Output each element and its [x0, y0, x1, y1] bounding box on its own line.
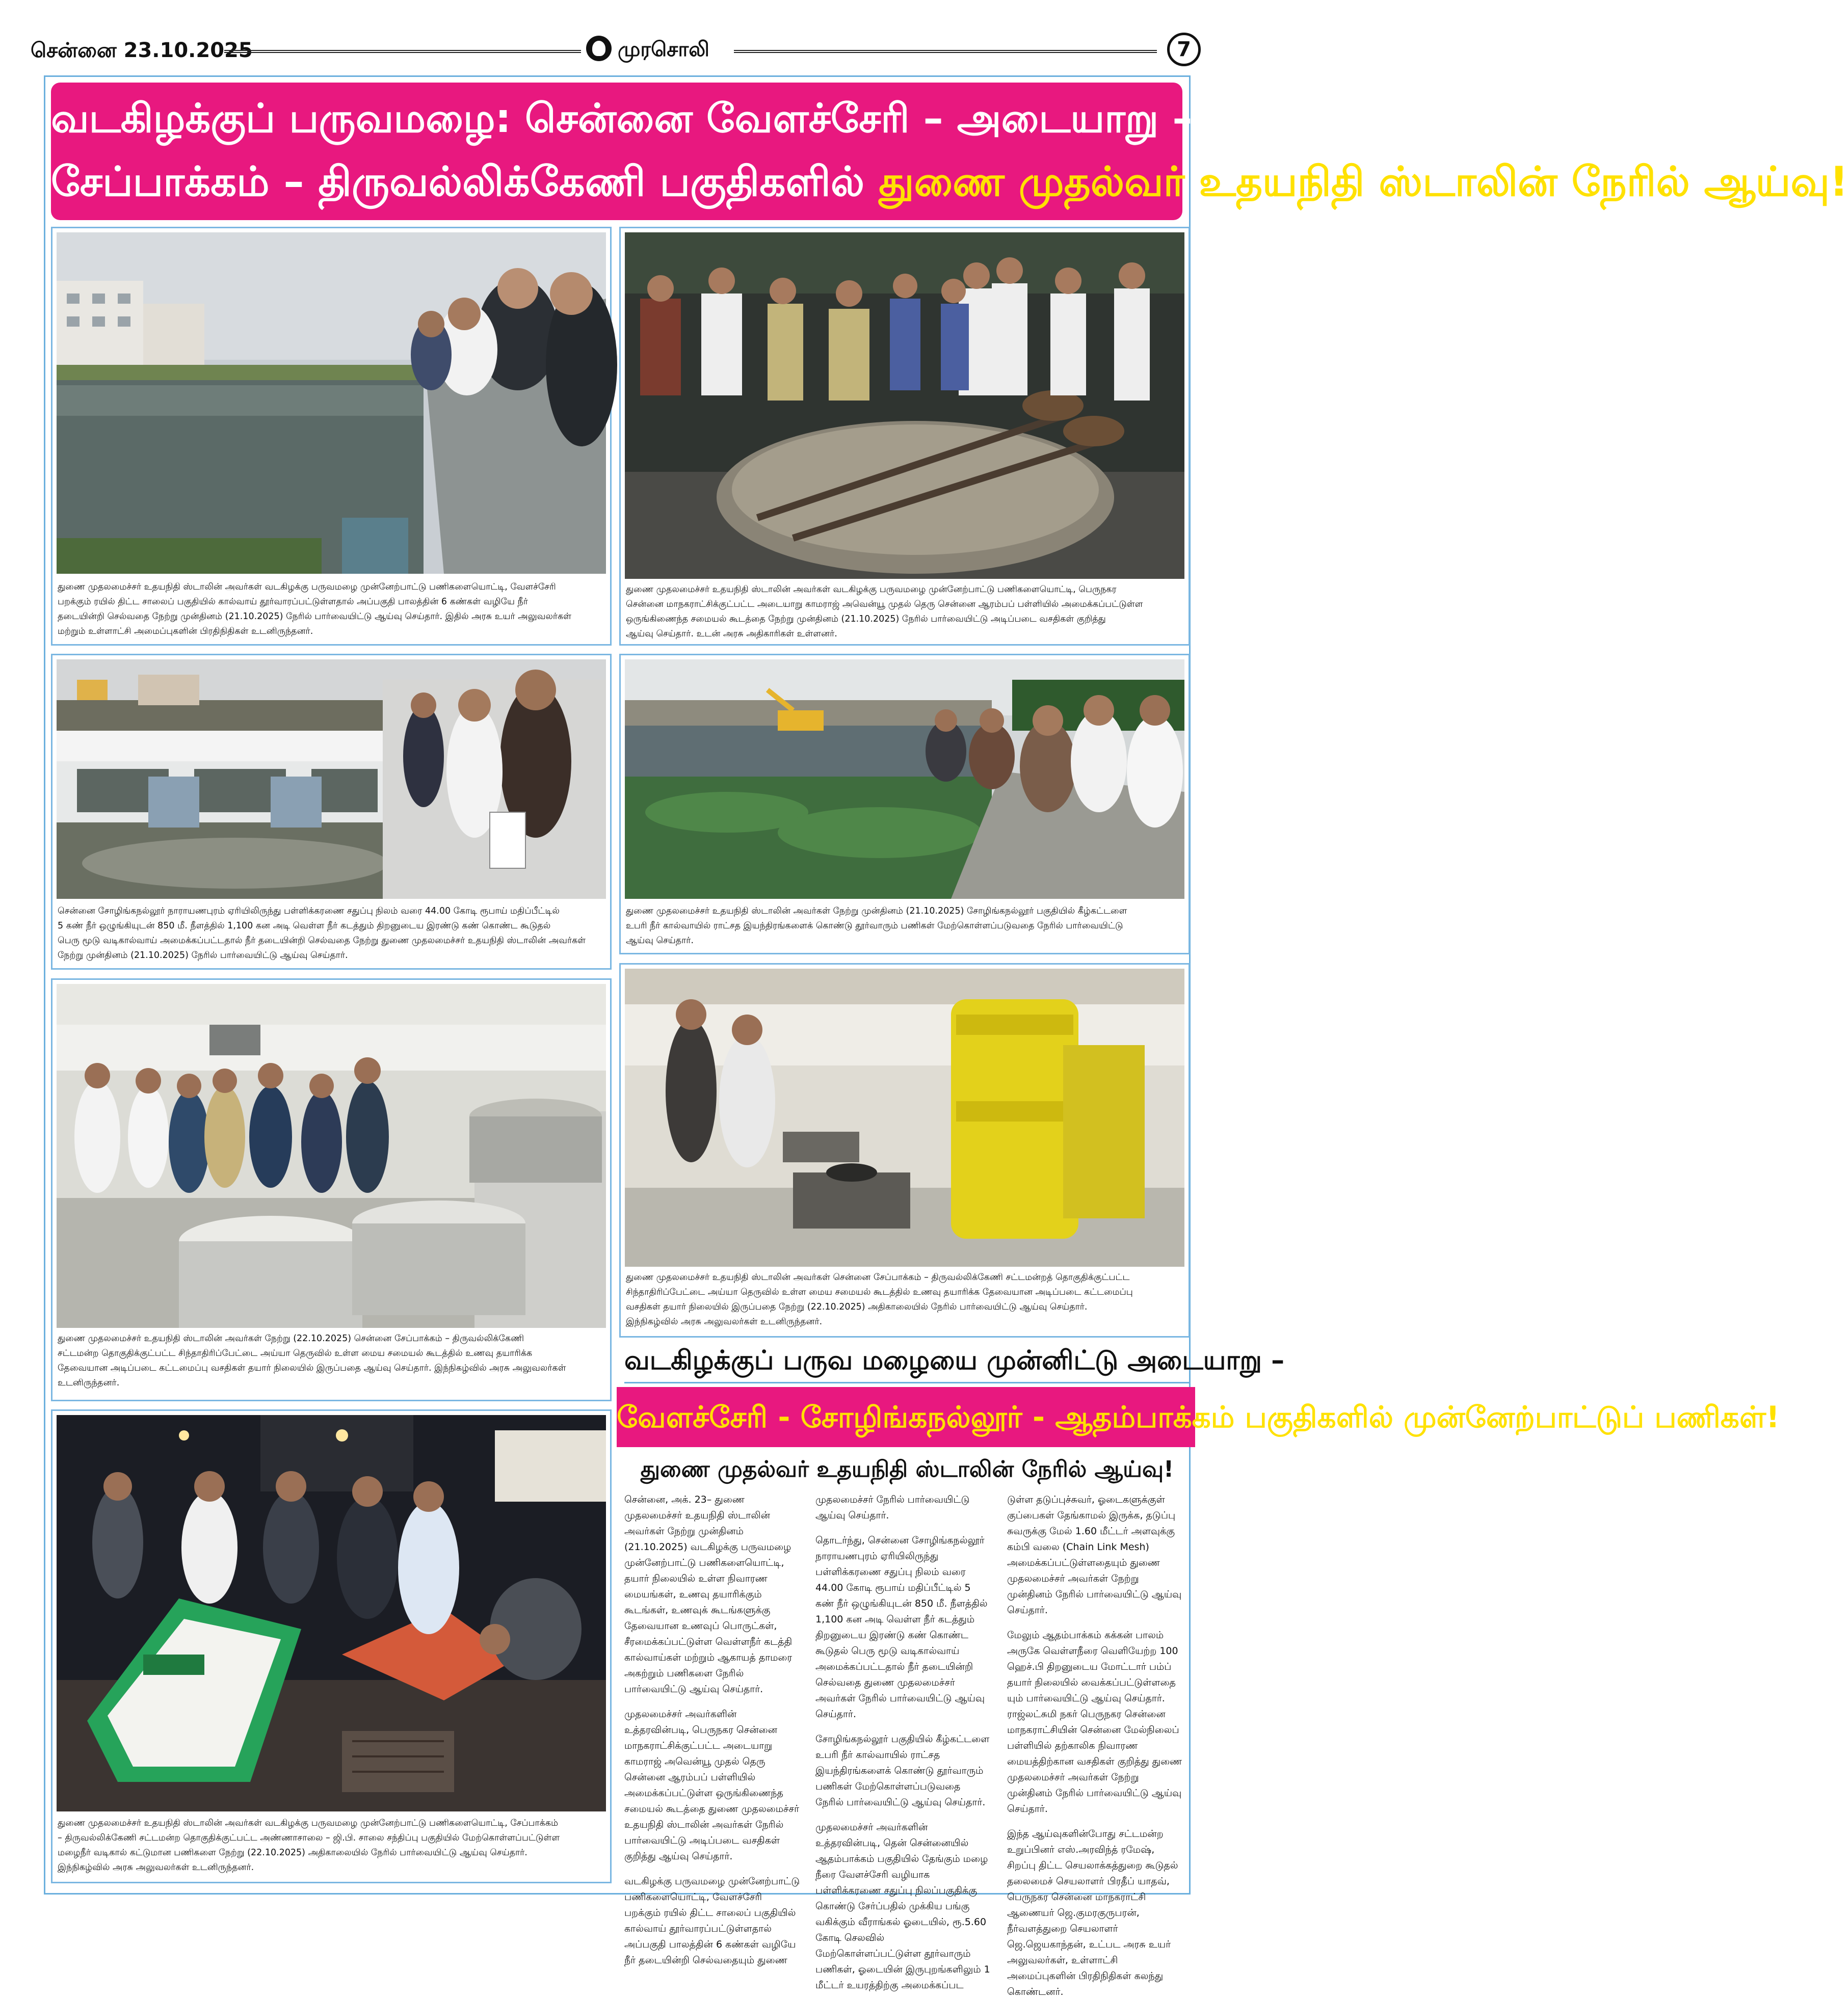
- photo-night-drain-work: [57, 1415, 606, 1811]
- article-paragraph: முதலமைச்சர் அவர்களின் உத்தரவின்படி, தென் சென்னையில் ஆதம்பாக்கம் பகுதியில் தேங்கும் மழை நீரை வேளச்சேரி வழியாக பள்ளிக்கரணை சதுப்பு நிலப்பகுதிக்கு கொண்டு சேர்ப்பதில் முக்கிய பங்கு வகிக்கும் வீராங்கல் ஓடையில், ரூ.5.60 கோடி செலவில் மேற்கொள்ளப்பட்டுள்ள தூர்வாரும் பணிகள், ஓடையின் இருபுறங்களிலும் 1 மீட்டர் உயரத்திற்கு அமைக்கப்பட: [815, 1822, 990, 1991]
- article-paragraph: தொடர்ந்து, சென்னை சோழிங்கநல்லூர் நாராயணபுரம் ஏரியிலிருந்து பள்ளிக்கரணை சதுப்பு நிலம் வரை 44.00 கோடி ரூபாய் மதிப்பீட்டில் 5 கண் நீர் ஒழுங்கியுடன் 850 மீ. நீளத்தில் 1,100 கன அடி வெள்ள நீர் கடத்தும் திறனுடைய இரண்டு கண் கொண்ட கூடுதல் பெரு மூடு வடிகால்வாய் அமைக்கப்பட்டதால் நீர் தடையின்றி செல்வதை துணை முதலமைச்சர் அவர்கள் நேரில் பார்வையிட்டு ஆய்வு செய்தார்.: [815, 1535, 988, 1720]
- masthead: [31, 36, 1198, 66]
- article-paragraph: டுள்ள தடுப்புச்சுவர், ஓடைகளுக்குள் குப்பைகள் தேங்காமல் இருக்க, தடுப்பு சுவருக்கு மேல் 1.60 மீட்டர் அளவுக்கு கம்பி வலை (Chain Link Mesh) அமைக்கப்பட்டுள்ளதையும் துணை முதலமைச்சர் அவர்கள் நேற்று முன்தினம் நேரில் பார்வையிட்டு ஆய்வு செய்தார்.: [1007, 1494, 1182, 1616]
- article-column-2: [815, 1492, 991, 1991]
- photo-box-7: [51, 1409, 612, 1883]
- caption-line: மழைநீர் வடிகால் கட்டுமான பணிகளை நேற்று (22.10.2025) அதிகாலையில் நேரில் பார்வையிட்டு ஆய்வு செய்தார்.: [58, 1848, 527, 1858]
- caption-line: துணை முதலமைச்சர் உதயநிதி ஸ்டாலின் அவர்கள் நேற்று (22.10.2025) சென்னை சேப்பாக்கம் – திருவல்லிக்கேணி: [58, 1334, 524, 1344]
- photo-6-caption: [626, 1270, 1186, 1329]
- article-subhead: துணை முதல்வர் உதயநிதி ஸ்டாலின் நேரில் ஆய்வு!: [640, 1456, 1174, 1482]
- caption-line: ஆய்வு செய்தார்.: [626, 936, 694, 946]
- banner-line-2-white: சேப்பாக்கம் – திருவல்லிக்கேணி பகுதிகளில்: [51, 158, 865, 205]
- article-column-3: [1007, 1492, 1183, 1997]
- caption-line: தடையின்றி செல்வதை நேற்று முன்தினம் (21.10.2025) நேரில் பார்வையிட்டு ஆய்வு செய்தார். இதில் அரசு உயர் அலுவலர்கள்: [58, 611, 572, 622]
- paper-logo-icon: [586, 36, 612, 61]
- article-paragraph: முதலமைச்சர் அவர்களின் உத்தரவின்படி, பெருநகர சென்னை மாநகராட்சிக்குட்பட்ட அடையாறு காமராஜ் அவென்யூ முதல் தெரு சென்னை ஆரம்பப் பள்ளியில் அமைக்கப்பட்டுள்ள ஒருங்கிணைந்த சமையல் கூடத்தை துணை முதலமைச்சர் உதயநிதி ஸ்டாலின் அவர்கள் நேரில் பார்வையிட்டு அடிப்படை வசதிகள் குறித்து ஆய்வு செய்தார்.: [624, 1709, 799, 1862]
- photo-2-caption: [626, 582, 1186, 642]
- article-paragraph: சென்னை, அக். 23– துணை முதலமைச்சர் உதயநிதி ஸ்டாலின் அவர்கள் நேற்று முன்தினம் (21.10.2025) வடகிழக்கு பருவமழை முன்னேற்பாட்டு பணிகளையொட்டி, தயார் நிலையில் உள்ள நிவாரண மையங்கள், உணவு தயாரிக்கும் கூடங்கள், உணவுக் கூடங்களுக்கு தேவையான உணவுப் பொருட்கள், சீரமைக்கப்பட்டுள்ள வெள்ளநீர் கடத்தி கால்வாய்கள் மற்றும் ஆகாயத் தாமரை அகற்றும் பணிகளை நேரில் பார்வையிட்டு ஆய்வு செய்தார்.: [624, 1494, 793, 1695]
- photo-1-caption: [58, 580, 608, 639]
- caption-line: உடனிருந்தனர்.: [58, 1378, 120, 1388]
- caption-line: துணை முதலமைச்சர் உதயநிதி ஸ்டாலின் அவர்கள் வடகிழக்கு பருவமழை முன்னேற்பாட்டு பணிகளையொட்டி, வேளச்சேரி: [58, 582, 556, 592]
- photo-surplus-canal: [625, 659, 1184, 899]
- article-paragraph: மேலும் ஆதம்பாக்கம் கக்கன் பாலம் அருகே வெள்ளநீரை வெளியேற்ற 100 ஹெச்.பி திறனுடைய மோட்டார் பம்ப் தயார் நிலையில் வைக்கப்பட்டுள்ளதை யும் பார்வையிட்டு ஆய்வு செய்தார். ராஜ்லட்சுமி நகர் பெருநகர சென்னை மாநகராட்சியின் சென்னை மேல்நிலைப் பள்ளியில் தற்காலிக நிவாரண மையத்திற்கான வசதிகள் குறித்து துணை முதலமைச்சர் அவர்கள் நேற்று முன்தினம் நேரில் பார்வையிட்டு ஆய்வு செய்தார்.: [1007, 1630, 1182, 1815]
- caption-line: 5 கண் நீர் ஒழுங்கியுடன் 850 மீ. நீளத்தில் 1,100 கன அடி வெள்ள நீர் கடத்தும் திறனுடைய இரண்டு கண் கொண்ட கூடுதல்: [58, 921, 551, 931]
- article-paragraph: முதலமைச்சர் நேரில் பார்வையிட்டு ஆய்வு செய்தார்.: [815, 1494, 970, 1521]
- caption-line: சென்னை மாநகராட்சிக்குட்பட்ட அடையாறு காமராஜ் அவென்யூ முதல் தெரு சென்னை ஆரம்பப் பள்ளியில் அமைக்கப்பட்டுள்ள: [626, 599, 1143, 609]
- caption-line: சட்டமன்ற தொகுதிக்குட்பட்ட சிந்தாதிரிப்பேட்டை அய்யா தெருவில் உள்ள மைய சமையல் கூடத்தில் உணவு தயாரிக்க: [58, 1348, 533, 1358]
- caption-line: – திருவல்லிக்கேணி சட்டமன்ற தொகுதிக்குட்பட்ட அண்ணாசாலை – ஜி.பி. சாலை சந்திப்பு பகுதியில் மேற்கொள்ளப்பட்டுள்ள: [58, 1833, 560, 1843]
- caption-line: துணை முதலமைச்சர் உதயநிதி ஸ்டாலின் அவர்கள் நேற்று முன்தினம் (21.10.2025) சோழிங்கநல்லூர் பகுதியில் கீழ்கட்டளை: [626, 906, 1127, 916]
- page-number: 7: [1167, 33, 1201, 66]
- paper-name: முரசொலி: [618, 38, 709, 61]
- caption-line: பெரு மூடு வடிகால்வாய் அமைக்கப்பட்டதால் நீர் தடையின்றி செல்வதை நேற்று துணை முதலமைச்சர் உதயநிதி ஸ்டாலின் அவர்கள்: [58, 936, 586, 946]
- photo-box-3: [51, 654, 612, 970]
- caption-line: நேற்று முன்தினம் (21.10.2025) நேரில் பார்வையிட்டு ஆய்வு செய்தார்.: [58, 950, 348, 961]
- photo-3-caption: [58, 904, 608, 963]
- photo-4-caption: [626, 904, 1186, 948]
- banner-line-2-yellow: துணை முதல்வர் உதயநிதி ஸ்டாலின் நேரில் ஆய்வு!: [879, 158, 1848, 205]
- photo-canal-inspection: [57, 232, 606, 574]
- photo-5-caption: [58, 1331, 608, 1391]
- caption-line: இந்நிகழ்வில் அரசு அலுவலர்கள் உடனிருந்தனர்.: [58, 1862, 254, 1873]
- caption-line: இந்நிகழ்வில் அரசு அலுவலர்கள் உடனிருந்தனர்.: [626, 1317, 823, 1327]
- caption-line: தேவையான அடிப்படை கட்டமைப்பு வசதிகள் தயார் நிலையில் இருப்பதை ஆய்வு செய்தார். இந்நிகழ்வில் அரசு அலுவலர்கள்: [58, 1363, 566, 1373]
- photo-7-caption: [58, 1816, 608, 1875]
- photo-kitchen-boiler: [625, 969, 1184, 1267]
- banner-line-1: வடகிழக்குப் பருவமழை: சென்னை வேளச்சேரி – அடையாறு – பள்ளிக்கரணை – ஆதம்பாக்கம் –: [51, 96, 1798, 142]
- caption-line: சிந்தாதிரிப்பேட்டை அய்யா தெருவில் உள்ள மைய சமையல் கூடத்தில் உணவு தயாரிக்க தேவையான அடிப்படை கட்டமைப்பு: [626, 1287, 1133, 1297]
- photo-box-6: [619, 963, 1190, 1338]
- photo-box-1: [51, 227, 612, 646]
- photo-box-4: [619, 654, 1190, 954]
- caption-line: பறக்கும் ரயில் திட்ட சாலைப் பகுதியில் கால்வாய் தூர்வாரப்பட்டுள்ளதால் அப்பகுதி பாலத்தின் 6 கண்கள் வழியே நீர்: [58, 597, 528, 607]
- article-paragraph: இந்த ஆய்வுகளின்போது சட்டமன்ற உறுப்பினர் எஸ்.அரவிந்த் ரமேஷ், சிறப்பு திட்ட செயலாக்கத்துறை கூடுதல் தலைமைச் செயலாளர் பிரதீப் யாதவ், பெருநகர சென்னை மாநகராட்சி ஆணையர் ஜெ.குமரகுருபரன், நீர்வளத்துறை செயலாளர் ஜெ.ஜெயகாந்தன், உட்பட அரசு உயர் அலுவலர்கள், உள்ளாட்சி அமைப்புகளின் பிரதிநிதிகள் கலந்து கொண்டனர்.: [1007, 1828, 1178, 1997]
- caption-line: ஆய்வு செய்தார். உடன் அரசு அதிகாரிகள் உள்ளனர்.: [626, 629, 837, 639]
- caption-line: துணை முதலமைச்சர் உதயநிதி ஸ்டாலின் அவர்கள் வடகிழக்கு பருவமழை முன்னேற்பாட்டு பணிகளையொட்டி, பெருநகர: [626, 584, 1117, 595]
- article-paragraph: சோழிங்கநல்லூர் பகுதியில் கீழ்கட்டளை உபரி நீர் கால்வாயில் ராட்சத இயந்திரங்களைக் கொண்டு தூர்வாரும் பணிகள் மேற்கொள்ளப்படுவதை நேரில் பார்வையிட்டு ஆய்வு செய்தார்.: [815, 1734, 990, 1808]
- caption-line: மற்றும் உள்ளாட்சி அமைப்புகளின் பிரதிநிதிகள் உடனிருந்தனர்.: [58, 626, 313, 636]
- photo-central-kitchen: [57, 984, 606, 1328]
- article-headline: வேளச்சேரி - சோழிங்கநல்லூர் - ஆதம்பாக்கம் பகுதிகளில் முன்னேற்பாட்டுப் பணிகள்!: [617, 1387, 1195, 1447]
- photo-box-5: [51, 978, 612, 1401]
- article-paragraph: வடகிழக்கு பருவமழை முன்னேற்பாட்டு பணிகளையொட்டி, வேளச்சேரி பறக்கும் ரயில் திட்ட சாலைப் பகுதியில் கால்வாய் தூர்வாரப்பட்டுள்ளதால் அப்பகுதி பாலத்தின் 6 கண்கள் வழியே நீர் தடையின்றி செல்வதையும் துணை: [624, 1876, 800, 1966]
- caption-line: ஒருங்கிணைந்த சமையல் கூடத்தை நேற்று முன்தினம் (21.10.2025) நேரில் பார்வையிட்டு அடிப்படை வசதிகள் குறித்து: [626, 614, 1106, 624]
- article-divider: [624, 1382, 1190, 1383]
- caption-line: சென்னை சோழிங்கநல்லூர் நாராயணபுரம் ஏரியிலிருந்து பள்ளிக்கரணை சதுப்பு நிலம் வரை 44.00 கோடி ரூபாய் மதிப்பீட்டில்: [58, 906, 560, 916]
- caption-line: உபரி நீர் கால்வாயில் ராட்சத இயந்திரங்களைக் கொண்டு தூர்வாரும் பணிகள் மேற்கொள்ளப்படுவதை நேரில் பார்வையிட்டு: [626, 921, 1123, 931]
- caption-line: வசதிகள் தயார் நிலையில் இருப்பதை நேற்று (22.10.2025) அதிகாலையில் நேரில் பார்வையிட்டு ஆய்வு செய்தார்.: [626, 1302, 1088, 1312]
- photo-kitchen-vessel: [625, 232, 1184, 579]
- edition-date: சென்னை 23.10.2025: [31, 39, 253, 62]
- caption-line: துணை முதலமைச்சர் உதயநிதி ஸ்டாலின் அவர்கள் சென்னை சேப்பாக்கம் – திருவல்லிக்கேணி சட்டமன்றத் தொகுதிக்குட்பட்ட: [626, 1272, 1130, 1283]
- article-column-1: [624, 1492, 800, 1966]
- photo-flood-regulator: [57, 659, 606, 899]
- banner-headline: [51, 83, 1848, 220]
- photo-box-2: [619, 227, 1190, 646]
- article-kicker: வடகிழக்குப் பருவ மழையை முன்னிட்டு அடையாறு –: [624, 1345, 1285, 1376]
- masthead-rule-right: [734, 50, 1157, 53]
- banner-line-2: [51, 158, 1848, 211]
- masthead-rule-left: [224, 50, 581, 53]
- caption-line: துணை முதலமைச்சர் உதயநிதி ஸ்டாலின் அவர்கள் வடகிழக்கு பருவமழை முன்னேற்பாட்டு பணிகளையொட்டி, சேப்பாக்கம்: [58, 1818, 559, 1828]
